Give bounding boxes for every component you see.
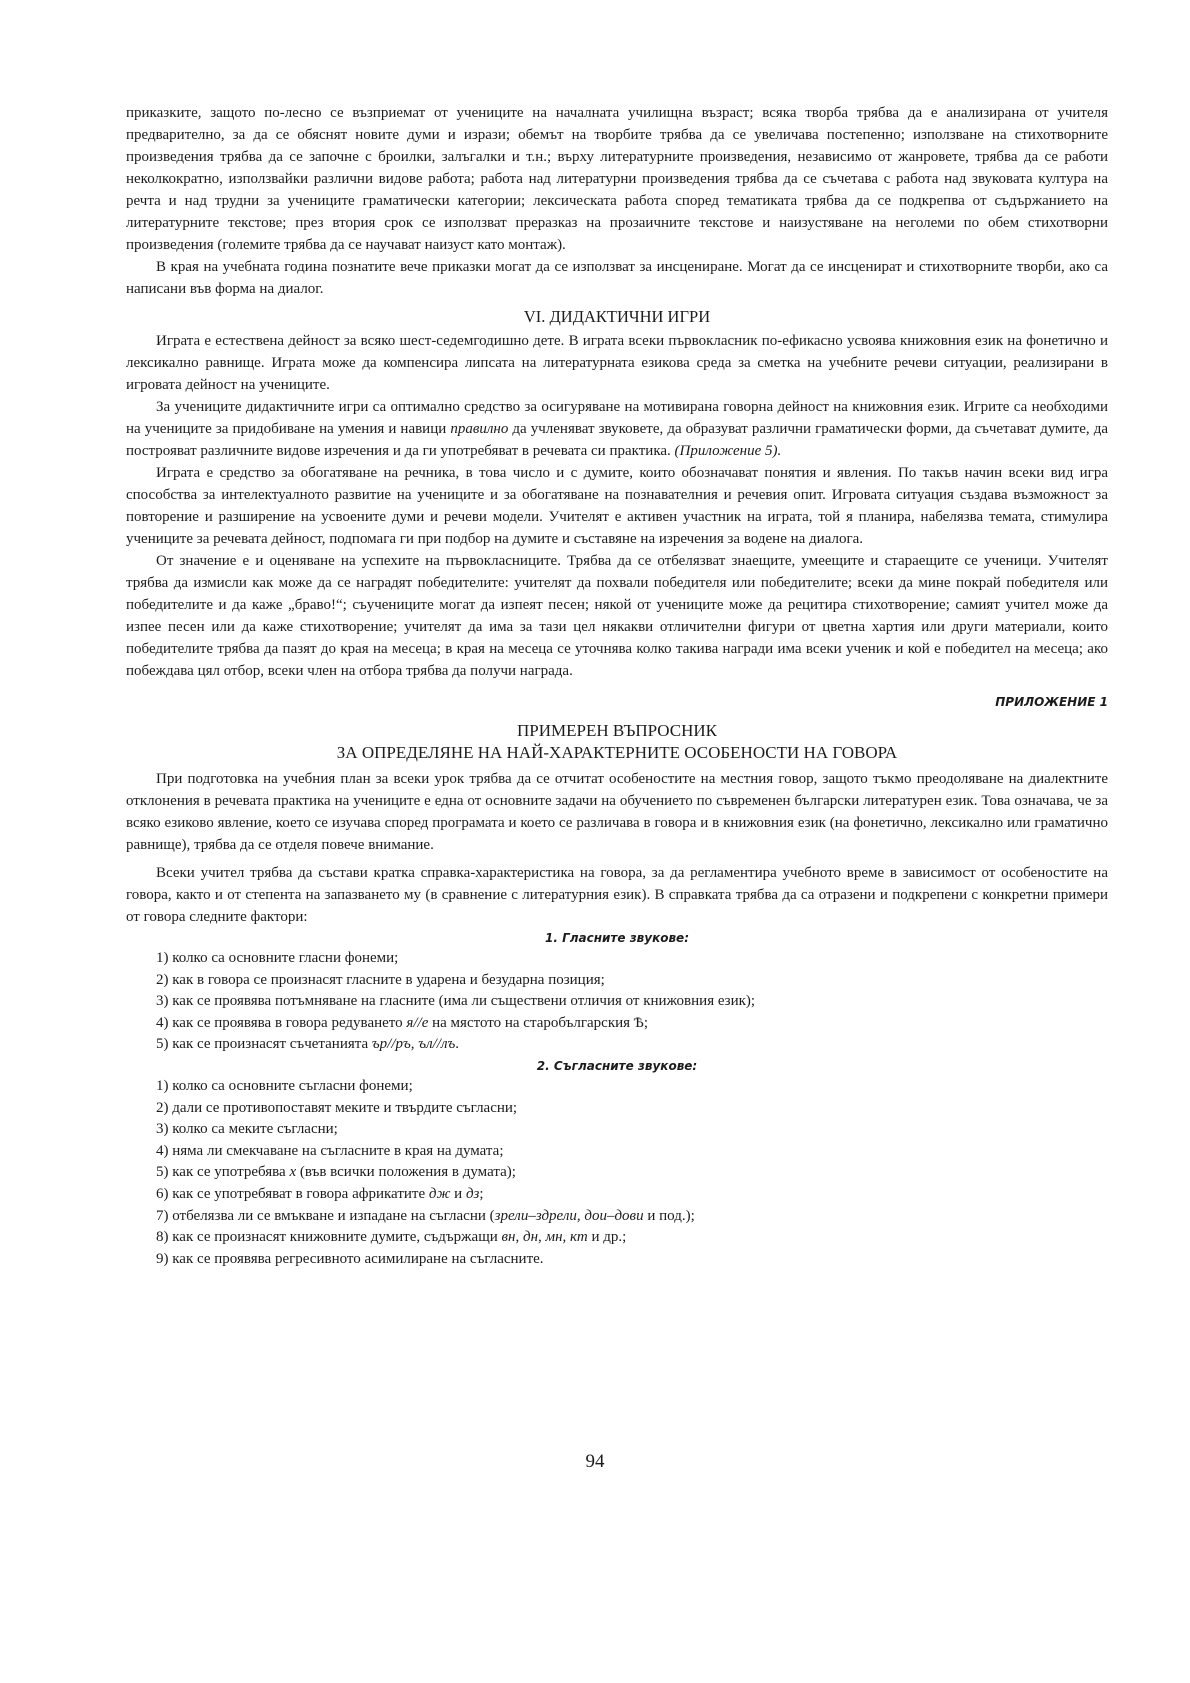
italic-text: дн bbox=[522, 1229, 539, 1246]
list-item: 1) колко са основните съгласни фонеми; bbox=[156, 1077, 413, 1094]
page-content bbox=[126, 102, 1108, 1270]
italic-text: кт bbox=[570, 1229, 588, 1246]
text-span: 8) как се произнасят книжовните думите, съдържащи bbox=[156, 1229, 502, 1246]
paragraph bbox=[126, 396, 1108, 462]
list-item bbox=[126, 1206, 1108, 1228]
text-span: на мястото на старобългарския Ѣ; bbox=[428, 1014, 649, 1031]
paragraph: Играта е естествена дейност за всяко шест-седемгодишно дете. В играта всеки първокласник по-ефикасно усвоява книжовния език на фонетично и лексикално равнище. Играта може да компенсира липсата на литературната езикова среда за сметка на учебните речеви ситуации, реализирани в игровата дейност на учениците. bbox=[126, 333, 1108, 393]
appendix-reference: (Приложение 5). bbox=[674, 443, 782, 459]
italic-text: зрели–здрели, дои–дови bbox=[494, 1207, 644, 1224]
appendix-title-line-2: ЗА ОПРЕДЕЛЯНЕ НА НАЙ-ХАРАКТЕРНИТЕ ОСОБЕНОСТИ НА ГОВОРА bbox=[336, 743, 898, 762]
text-span: 4) как се проявява в говора редуването bbox=[156, 1014, 407, 1031]
text-span: да учленяват звуковете, да образуват различни граматически форми, да съчетават думите, да построяват различните видове изречения и да ги употребяват в речевата си практика. bbox=[126, 421, 1108, 459]
list-item bbox=[126, 1034, 1108, 1056]
text-span: , bbox=[538, 1229, 546, 1246]
text-span: . bbox=[455, 1036, 460, 1053]
list-item bbox=[126, 1013, 1108, 1035]
italic-text: правилно bbox=[450, 421, 509, 437]
text-span: , bbox=[562, 1229, 571, 1246]
list-item: 1) колко са основните гласни фонеми; bbox=[156, 950, 399, 966]
paragraph: От значение е и оценяване на успехите на първокласниците. Трябва да се отбелязват знаещите, умеещите и стараещите се ученици. Учителят трябва да измисли как може да се наградят победителите: учителят да похвали победителя или победителите; всеки да мине покрай победителя или победителите и да каже „браво!“; съучениците могат да изпеят песен; някой от учениците може да рецитира стихотворение; самият учител може да изпее песен или да каже стихотворение; учителят да има за тази цел някакви отличителни фигури от цветна хартия или други материали, които победителите трябва да пазят до края на месеца; в края на месеца се уточнява колко такива награди има всеки ученик и кой е победител на месеца; ако побеждава цял отбор, всеки член на отбора трябва да получи награда. bbox=[126, 553, 1108, 679]
list-item: 2) как в говора се произнасят гласните в ударена и безударна позиция; bbox=[156, 971, 605, 988]
text-span: (във всички положения в думата); bbox=[296, 1164, 516, 1181]
list-item: 2) дали се противопоставят меките и твърдите съгласни; bbox=[156, 1099, 518, 1116]
list-item bbox=[126, 1184, 1108, 1206]
paragraph: Играта е средство за обогатяване на речника, в това число и с думите, които обозначават понятия и явления. По такъв начин всеки вид игра способства за интелектуалното развитие на учениците и за обогатяване на познавателния и речевия опит. Игровата ситуация създава възможност за повторение и разширение на усвоените думи и речеви модели. Учителят е активен участник на играта, той я планира, набелязва темата, стимулира учениците за речевата дейност, подпомага ги при подбор на думите и съставяне на изречения за водене на диалога. bbox=[126, 465, 1108, 547]
consonants-subheading: 2. Съгласните звукове: bbox=[536, 1058, 698, 1073]
paragraph: Всеки учител трябва да състави кратка справка-характеристика на говора, за да регламентира учебното време в зависимост от особеностите на говора, както и от степента на запазването му (в сравнение с литературния език). В справката трябва да са отразени и подкрепени с конкретни примери от говора следните фактори: bbox=[126, 865, 1108, 925]
consonants-list bbox=[126, 1076, 1108, 1270]
list-item: 3) колко са меките съгласни; bbox=[156, 1121, 338, 1138]
italic-text: ър//ръ, ъл//лъ bbox=[371, 1036, 456, 1053]
text-span: и др.; bbox=[587, 1229, 627, 1246]
text-span: 5) как се употребява bbox=[156, 1164, 290, 1181]
paragraph: приказките, защото по-лесно се възприемат от учениците на началната училищна възраст; всяка творба трябва да е анализирана от учителя предварително, за да се обяснят новите думи и изрази; обемът на творбите трябва да се увеличава постепенно; използване на стихотворните произведения трябва да се започне с броилки, залъгалки и т.н.; върху литературните произведения, независимо от жанровете, трябва да се работи неколкократно, използвайки различни видове работа; работа над литературни произведения трябва да се съчетава с работа над звуковата култура на речта и над трудни за учениците граматически категории; лексическата работа според тематиката трябва да се подкрепва от съдържанието на литературните текстове; през втория срок се използват преразказ на прозаичните текстове и наизустяване на неголеми по обем стихотворни произведения (големите трябва да се научават наизуст като монтаж). bbox=[126, 105, 1108, 253]
appendix-title-line-1: ПРИМЕРЕН ВЪПРОСНИК bbox=[517, 721, 717, 740]
list-item bbox=[126, 1227, 1108, 1249]
text-span: и под.); bbox=[643, 1207, 695, 1224]
list-item bbox=[126, 1162, 1108, 1184]
text-span: 7) отбелязва ли се вмъкване и изпадане на съгласни ( bbox=[156, 1207, 495, 1224]
paragraph: В края на учебната година познатите вече приказки могат да се използват за инсцениране. Могат да се инсценират и стихотворните творби, ако са написани във форма на диалог. bbox=[126, 259, 1108, 297]
italic-text: дз bbox=[465, 1185, 480, 1202]
text-span: и bbox=[450, 1185, 466, 1202]
text-span: 6) как се употребяват в говора африкатите bbox=[156, 1185, 429, 1202]
italic-text: х bbox=[289, 1164, 297, 1181]
italic-text: я//е bbox=[406, 1014, 429, 1031]
list-item: 9) как се проявява регресивното асимилиране на съгласните. bbox=[156, 1250, 544, 1267]
appendix-label: ПРИЛОЖЕНИЕ 1 bbox=[995, 695, 1108, 709]
page-number: 94 bbox=[585, 1451, 605, 1472]
list-item: 4) няма ли смекчаване на съгласните в края на думата; bbox=[156, 1142, 504, 1159]
list-item: 3) как се проявява потъмняване на гласните (има ли съществени отличия от книжовния език); bbox=[156, 993, 756, 1010]
vowels-subheading: 1. Гласните звукове: bbox=[544, 931, 689, 945]
italic-text: вн bbox=[501, 1229, 516, 1246]
italic-text: дж bbox=[428, 1185, 451, 1202]
paragraph: При подготовка на учебния план за всеки урок трябва да се отчитат особеностите на местния говор, защото тъкмо преодоляване на диалектните отклонения в речевата практика на учениците е една от основните задачи на обучението по съвременен български литературен език. Това означава, че за всяко езиково явление, което се изучава според програмата и което се различава в говора и в книжовния език (на фонетично, лексикално или граматично равнище), трябва да се отделя повече внимание. bbox=[126, 771, 1108, 853]
text-span: 5) как се произнасят съчетанията bbox=[156, 1036, 372, 1053]
section-heading: VI. ДИДАКТИЧНИ ИГРИ bbox=[523, 307, 711, 326]
italic-text: мн bbox=[545, 1229, 563, 1246]
text-span: За учениците дидактичните игри са оптимално средство за осигуряване на мотивирана говорна дейност на книжовния език. Игрите са необходими на учениците за придобиване на умения и навици bbox=[126, 399, 1108, 437]
text-span: ; bbox=[479, 1185, 484, 1202]
vowels-list bbox=[126, 948, 1108, 1056]
text-span: , bbox=[515, 1229, 523, 1246]
